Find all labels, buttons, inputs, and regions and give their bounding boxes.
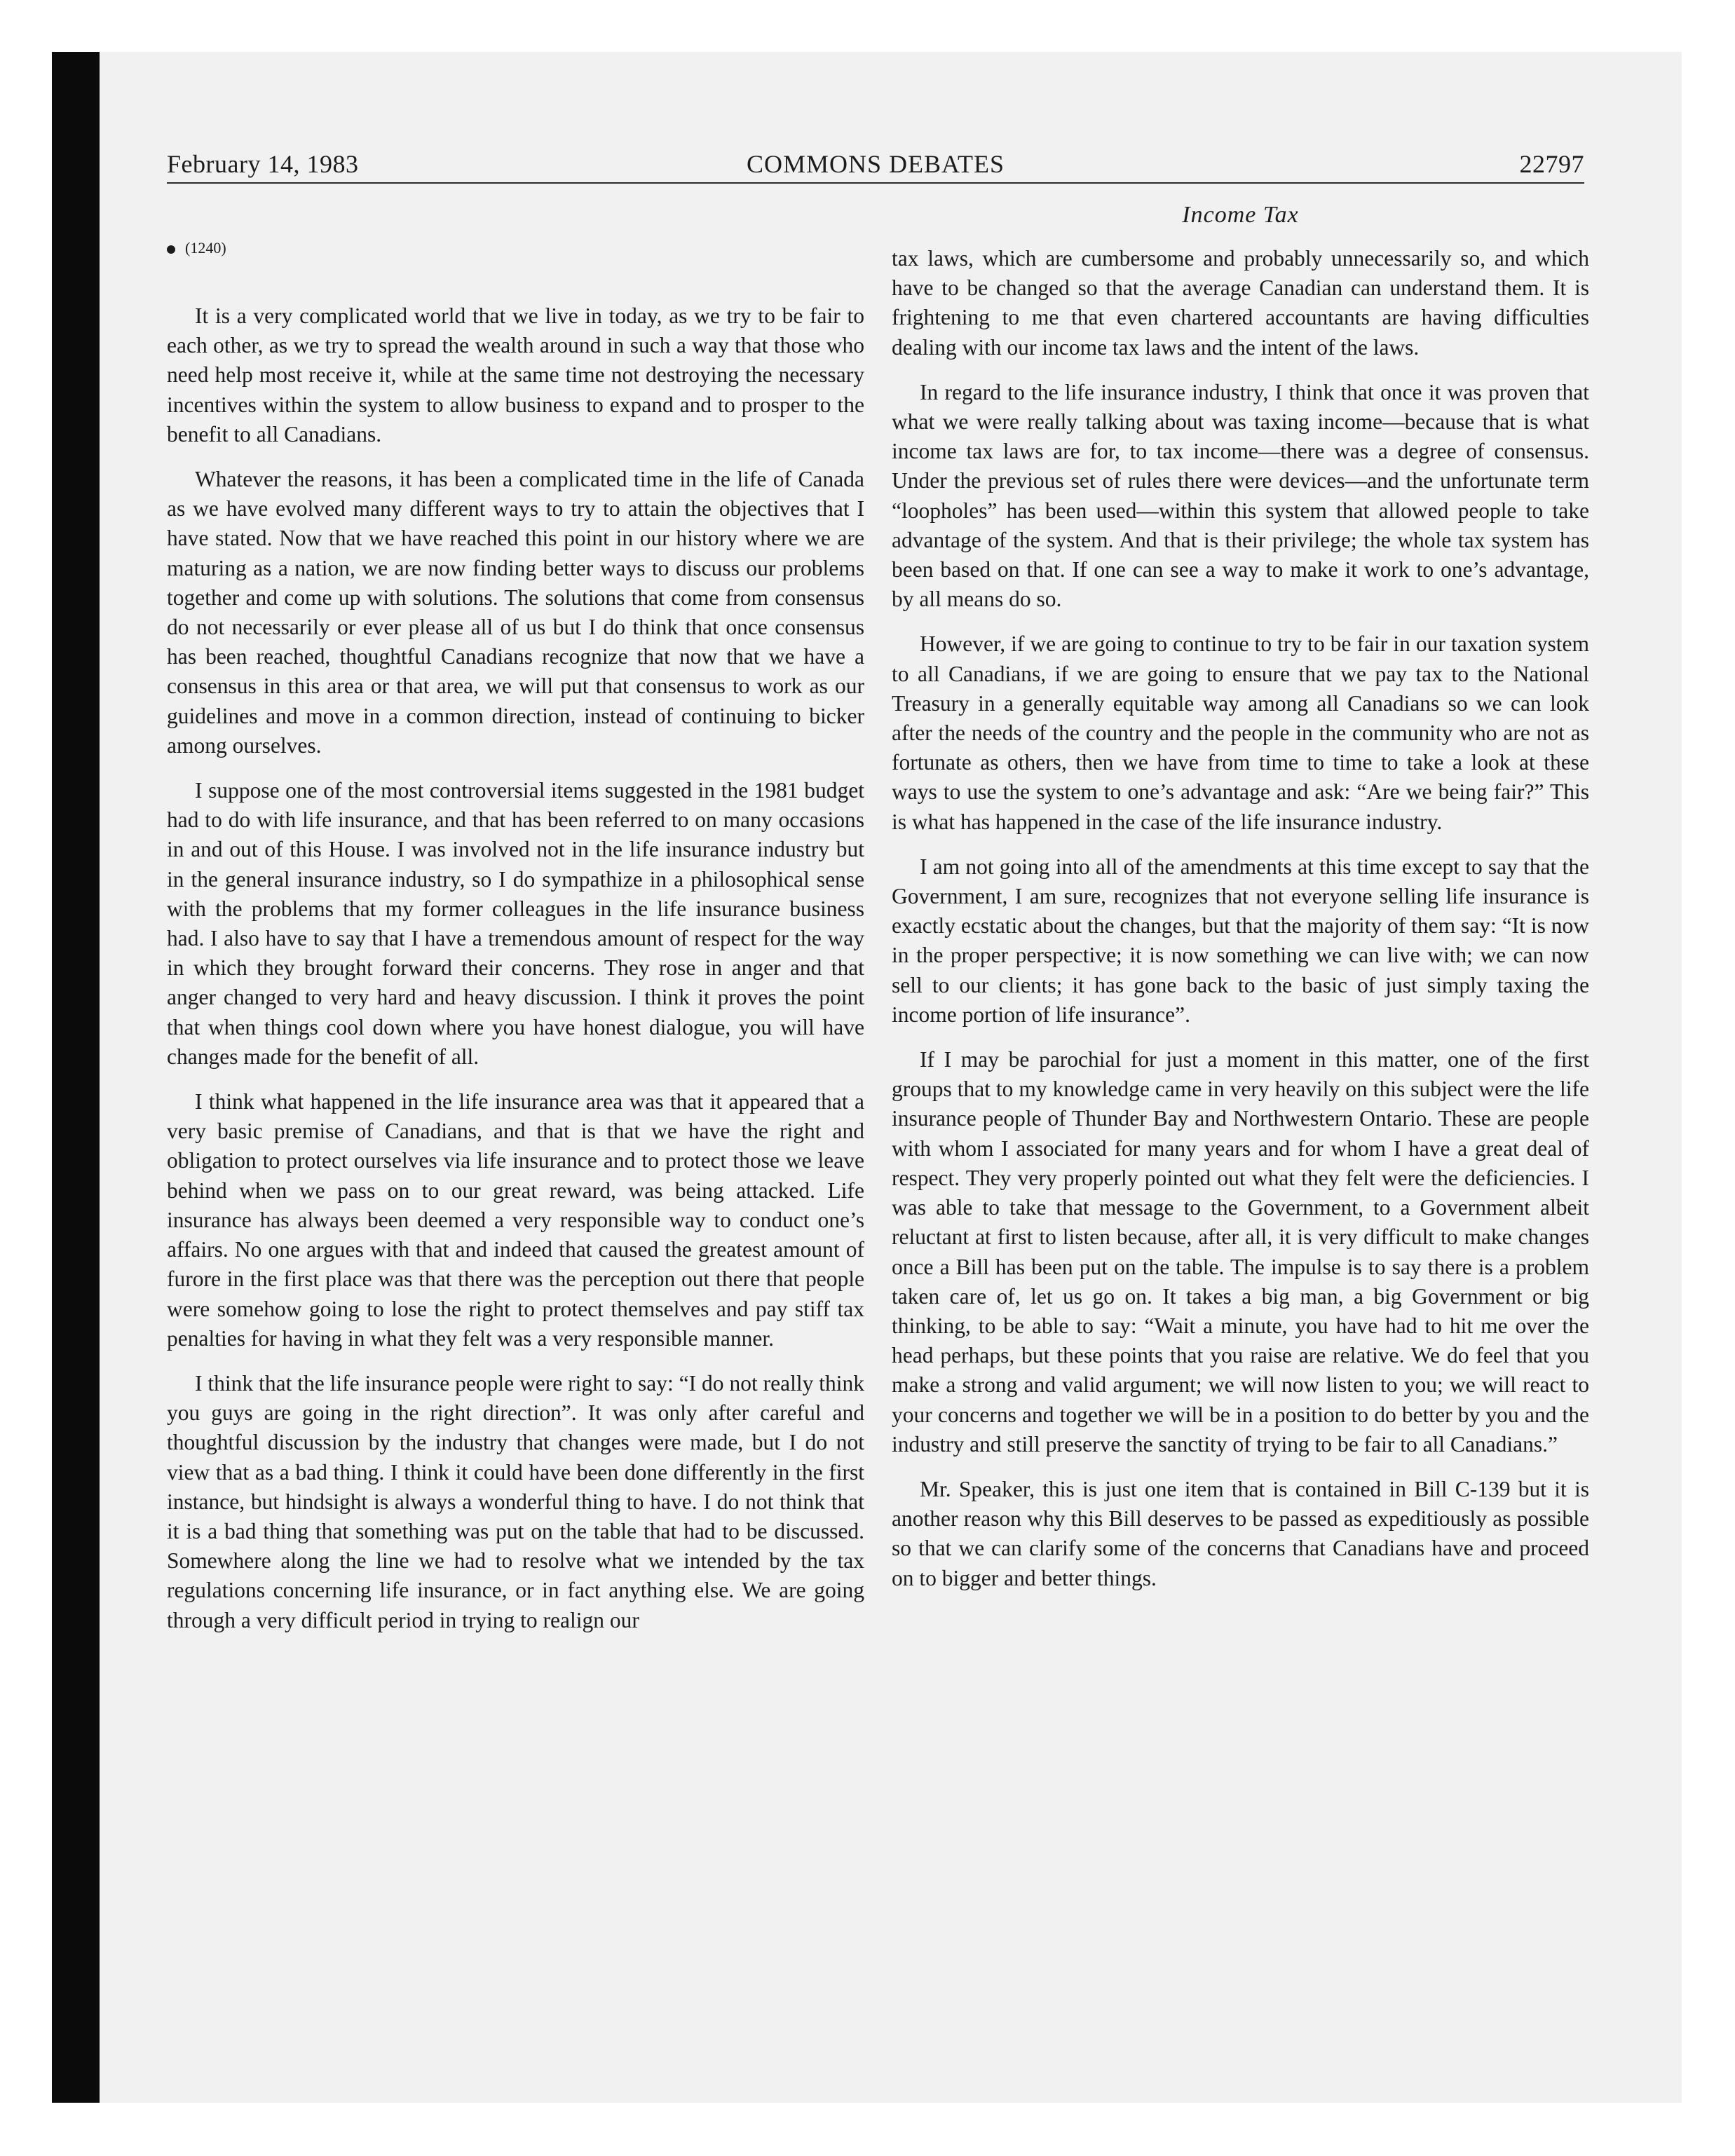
scan-binding-edge: [52, 52, 100, 2103]
header-date: February 14, 1983: [167, 150, 359, 178]
time-marker: [167, 236, 864, 261]
left-column: [167, 231, 864, 1651]
paragraph: It is a very complicated world that we live in today, as we try to be fair to each other, as we try to spread the wealth around in such a way that those who need help most receive it, while at the same time not destroying the necessary incentives within the system to allow business to expand and to prosper to the benefit to all Canadians.: [167, 303, 864, 446]
time-marker-label: (1240): [185, 239, 226, 257]
paragraph: I suppose one of the most controversial items suggested in the 1981 budget had to do with life insurance, and that has been referred to on many occasions in and out of this House. I was involved not in the life insurance industry but in the general insurance industry, so I do sympathize in a philosophical sense with the problems that my former colleagues in the life insurance business had. I also have to say that I have a tremendous amount of respect for the way in which they brought forward their concerns. They rose in anger and that anger changed to very hard and heavy discussion. I think it proves the point that when things cool down where you have honest dialogue, you will have changes made for the benefit of all.: [167, 778, 864, 1069]
paragraph-continued: tax laws, which are cumbersome and probably unnecessarily so, and which have to be changed so that the average Canadian can understand them. It is frightening to me that even chartered accountants are having difficulties dealing with our income tax laws and the intent of the laws.: [892, 246, 1589, 360]
right-column: [892, 244, 1589, 1609]
paragraph: However, if we are going to continue to try to be fair in our taxation system to all Canadians, if we are going to ensure that we pay tax to the National Treasury in a generally equitable way among all Canadians so we can look after the needs of the country and the people in the community who are not as fortunate as others, then we have from time to time to take a look at these ways to use the system to one’s advantage and ask: “Are we being fair?” This is what has happened in the case of the life insurance industry.: [892, 632, 1589, 834]
paragraph: I am not going into all of the amendments at this time except to say that the Government, I am sure, recognizes that not everyone selling life insurance is exactly ecstatic about the changes, but that the majority of them say: “It is now in the proper perspective; it is now something we can live with; we can now sell to our clients; it has gone back to the basic of just simply taxing the income portion of life insurance”.: [892, 854, 1589, 1027]
paragraph: Whatever the reasons, it has been a complicated time in the life of Canada as we have evolved many different ways to try to attain the objectives that I have stated. Now that we have reached this point in our history where we are maturing as a nation, we are now finding better ways to discuss our problems together and come up with solutions. The solutions that come from consensus do not necessarily or ever please all of us but I do think that once consensus has been reached, thoughtful Canadians recognize that now that we have a consensus in this area or that area, we will put that consensus to work as our guidelines and move in a common direction, instead of continuing to bicker among ourselves.: [167, 467, 864, 758]
header-page-number: 22797: [1519, 150, 1584, 178]
header-rule: [167, 182, 1584, 184]
paragraph: If I may be parochial for just a moment in this matter, one of the first groups that to my knowledge came in very heavily on this subject were the life insurance people of Thunder Bay and Northwestern Ontario. These are people with whom I associated for many years and for whom I have a great deal of respect. They very properly pointed out what they felt were the deficiencies. I was able to take that message to the Government, to a Government albeit reluctant at first to listen because, after all, it is very difficult to make changes once a Bill has been put on the table. The impulse is to say there is a problem taken care of, let us go on. It takes a big man, a big Government or big thinking, to be able to say: “Wait a minute, you have had to hit me over the head perhaps, but these points that you raise are relative. We do feel that you make a strong and valid argument; we will now listen to you; we will react to your concerns and together we will be in a position to do better by you and the industry and still preserve the sanctity of trying to be fair to all Canadians.”: [892, 1047, 1589, 1456]
running-header: [167, 144, 1584, 184]
paragraph: Mr. Speaker, this is just one item that is contained in Bill C-139 but it is another reason why this Bill deserves to be passed as expeditiously as possible so that we can clarify some of the concerns that Canadians have and proceed on to bigger and better things.: [892, 1476, 1589, 1590]
paragraph: In regard to the life insurance industry, I think that once it was proven that what we were really talking about was taxing income—because that is what income tax laws are for, to tax income—there was a degree of consensus. Under the previous set of rules there were devices—and the unfortunate term “loopholes” has been used—within this system that allowed people to take advantage of the system. And that is their privilege; the whole tax system has been based on that. If one can see a way to make it work to one’s advantage, by all means do so.: [892, 379, 1589, 612]
section-heading: Income Tax: [1182, 202, 1299, 228]
paragraph: I think that the life insurance people were right to say: “I do not really think you guys are going in the right direction”. It was only after careful and thoughtful discussion by the industry that changes were made, but I do not view that as a bad thing. I think it could have been done differently in the first instance, but hindsight is always a wonderful thing to have. I do not think that it is a bad thing that something was put on the table that had to be discussed. Somewhere along the line we had to resolve what we intended by the tax regulations concerning life insurance, or in fact anything else. We are going through a very difficult period in trying to realign our: [167, 1370, 864, 1632]
paragraph: I think what happened in the life insurance area was that it appeared that a very basic premise of Canadians, and that is that we have the right and obligation to protect ourselves via life insurance and to protect those we leave behind when we pass on to our great reward, was being attacked. Life insurance has always been deemed a very responsible way to conduct one’s affairs. No one argues with that and indeed that caused the greatest amount of furore in the first place was that there was the perception out there that people were somehow going to lose the right to protect themselves and pay stiff tax penalties for having in what they felt was a very responsible manner.: [167, 1089, 864, 1351]
bullet-icon: [167, 245, 175, 254]
header-publication-title: COMMONS DEBATES: [746, 150, 1005, 178]
